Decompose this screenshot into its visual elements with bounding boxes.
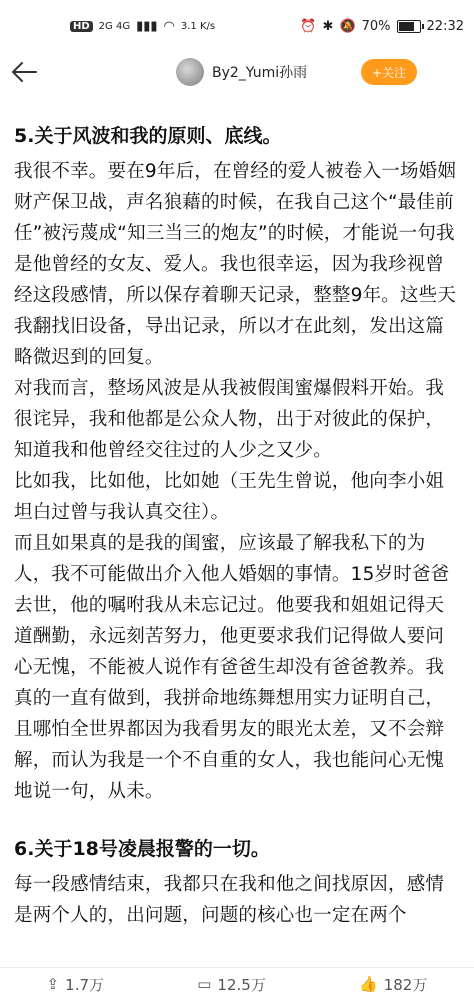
paragraph: 每一段感情结束，我都只在我和他之间找原因，感情是两个人的，出问题，问题的核心也一定在两个 bbox=[14, 874, 445, 926]
back-arrow-icon[interactable] bbox=[10, 60, 38, 84]
hd-badge: HD bbox=[70, 21, 93, 32]
author-name[interactable]: By2_Yumi孙雨 bbox=[212, 65, 308, 81]
paragraph: 我很不幸。要在9年后，在曾经的爱人被卷入一场婚姻财产保卫战，声名狼藉的时候，在我自己这个“最佳前任”被污蔑成“知三当三的炮友”的时候，才能说一句我是他曾经的女友、爱人。我也很幸运，因为我珍视曾经这段感情，所以保存着聊天记录，整整9年。这些天我翻找旧设备，导出记录，所以才在此刻，发出这篇略微迟到的回复。 bbox=[14, 161, 457, 368]
network-indicator: 2G 4G bbox=[98, 20, 131, 32]
network-speed: 3.1 K/s bbox=[180, 20, 216, 32]
wifi-icon: ◠ bbox=[163, 18, 175, 34]
section-title: 5.关于风波和我的原则、底线。 bbox=[14, 125, 282, 147]
comment-count: 12.5万 bbox=[217, 975, 266, 994]
paragraph: 而且如果真的是我的闺蜜，应该最了解我私下的为人，我不可能做出介入他人婚姻的事情。15岁时爸爸去世，他的嘱咐我从未忘记过。他要我和姐姐记得天道酬勤，永远刻苦努力，他更要求我们记得做人要问心无愧，不能被人说作有爸爸生却没有爸爸教养。我真的一直有做到，我拼命地练舞想用实力证明自己，且哪怕全世界都因为我看男友的眼光太差，又不会辩解，而认为我是一个不自重的女人，我也能问心无愧地说一句，从未。 bbox=[14, 533, 450, 802]
comment-button[interactable] bbox=[197, 974, 266, 995]
nav-bar bbox=[0, 52, 474, 94]
author-info[interactable] bbox=[176, 58, 307, 86]
avatar[interactable] bbox=[176, 58, 204, 86]
mute-icon: 🔕 bbox=[339, 18, 356, 34]
paragraph: 对我而言，整场风波是从我被假闺蜜爆假料开始。我很诧异，我和他都是公众人物，出于对彼此的保护，知道我和他曾经交往过的人少之又少。 bbox=[14, 378, 445, 461]
bluetooth-icon: ✱ bbox=[322, 18, 334, 34]
follow-button[interactable]: +关注 bbox=[361, 59, 417, 85]
article-body bbox=[0, 94, 474, 931]
battery-percent: 70% bbox=[361, 18, 391, 34]
repost-icon: ⇪ bbox=[46, 975, 60, 993]
like-icon: 👍 bbox=[359, 975, 378, 993]
section-title: 6.关于18号凌晨报警的一切。 bbox=[14, 838, 270, 860]
like-button[interactable] bbox=[359, 974, 427, 995]
repost-button[interactable] bbox=[47, 974, 104, 995]
alarm-icon: ⏰ bbox=[300, 18, 317, 34]
like-count: 182万 bbox=[383, 975, 428, 994]
repost-count: 1.7万 bbox=[65, 975, 105, 994]
paragraph: 比如我，比如他，比如她（王先生曾说，他向李小姐坦白过曾与我认真交往）。 bbox=[14, 471, 445, 523]
comment-icon: ▭ bbox=[197, 975, 212, 993]
status-bar bbox=[0, 0, 474, 52]
battery-icon bbox=[397, 20, 421, 33]
signal-icon: ▮▮▮ bbox=[136, 18, 158, 34]
action-bar bbox=[0, 967, 474, 1000]
clock: 22:32 bbox=[426, 18, 464, 34]
